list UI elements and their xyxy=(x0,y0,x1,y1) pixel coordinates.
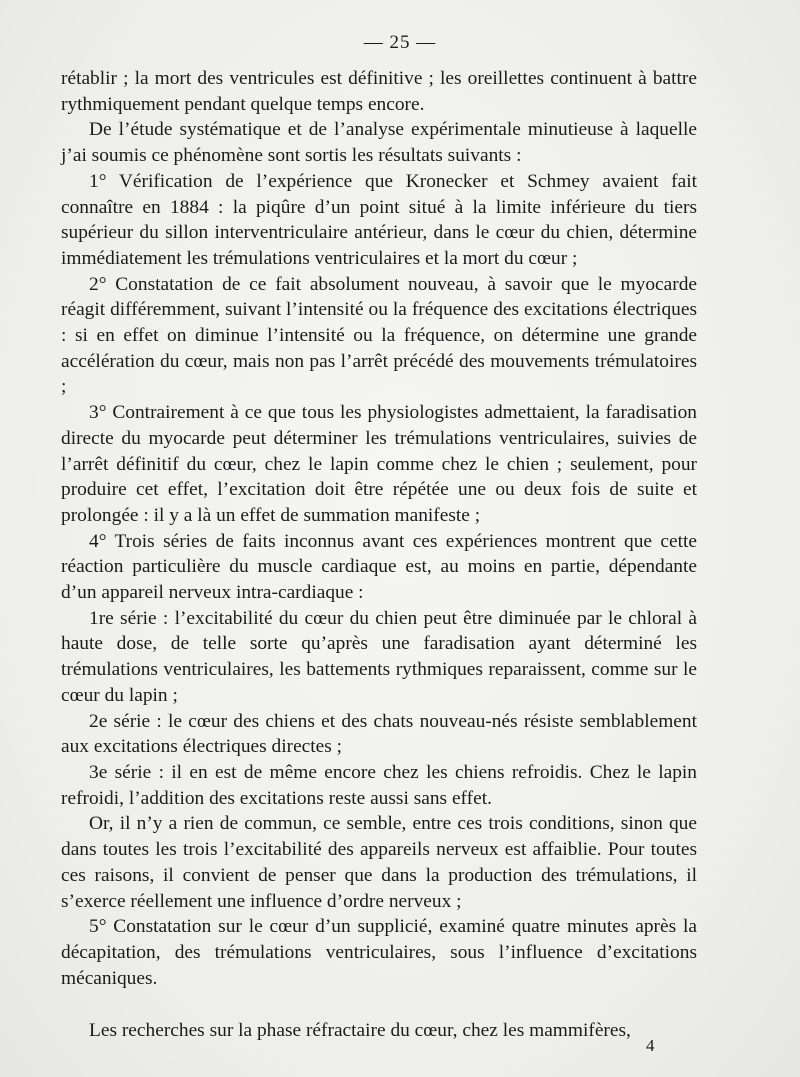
paragraph-series-2: 2e série : le cœur des chiens et des chats nouveau-nés résiste semblablement aux excitations électriques directes ; xyxy=(61,710,697,758)
paragraph-result-1: 1° Vérification de l’expérience que Kronecker et Schmey avaient fait connaître en 1884 : la piqûre d’un point situé à la limite inférieure du tiers supérieur du sillon interventriculaire antérieur, dans le cœur du chien, détermine immédiatement les trémulations ventriculaires et la mort du cœur ; xyxy=(61,170,697,269)
body-text xyxy=(61,66,697,1044)
paragraph-result-4: 4° Trois séries de faits inconnus avant ces expériences montrent que cette réaction particulière du muscle cardiaque est, au moins en partie, dépendante d’un appareil nerveux intra-cardiaque : xyxy=(61,530,697,604)
paragraph-next-section: Les recherches sur la phase réfractaire du cœur, chez les mammifères, xyxy=(89,1020,631,1042)
paragraph-series-1: 1re série : l’excitabilité du cœur du chien peut être diminuée par le chloral à haute dose, de telle sorte qu’après une faradisation ayant déterminé les trémulations ventriculaires, les battements rythmiques reparaissent, comme sur le cœur du lapin ; xyxy=(61,607,697,706)
signature-mark: 4 xyxy=(646,1036,655,1055)
paragraph-result-3: 3° Contrairement à ce que tous les physiologistes admettaient, la faradisation directe du myocarde peut déterminer les trémulations ventriculaires, suivies de l’arrêt définitif du cœur, chez le lapin comme chez le chien ; seulement, pour produire cet effet, l’excitation doit être répétée une ou deux fois de suite et prolongée : il y a là un effet de summation manifeste ; xyxy=(61,402,697,526)
paragraph-continuation: rétablir ; la mort des ventricules est définitive ; les oreillettes continuent à battre rythmiquement pendant quelque temps encore. xyxy=(61,68,697,115)
paragraph-series-3: 3e série : il en est de même encore chez les chiens refroidis. Chez le lapin refroidi, l’addition des excitations reste aussi sans effet. xyxy=(61,761,697,809)
page-number: — 25 — xyxy=(363,32,437,53)
paragraph-result-5: 5° Constatation sur le cœur d’un supplicié, examiné quatre minutes après la décapitation, des trémulations ventriculaires, sous l’influence d’excitations mécaniques. xyxy=(61,916,697,989)
paragraph-result-2: 2° Constatation de ce fait absolument nouveau, à savoir que le myocarde réagit différemment, suivant l’intensité ou la fréquence des excitations électriques : si en effet on diminue l’intensité ou la fréquence, on détermine une grande accélération du cœur, mais non pas l’arrêt précédé des mouvements trémulatoires ; xyxy=(61,273,697,398)
paragraph-conclusion: Or, il n’y a rien de commun, ce semble, entre ces trois conditions, sinon que dans toutes les trois l’excitabilité des appareils nerveux est affaiblie. Pour toutes ces raisons, il convient de penser que dans la production des trémulations, il s’exerce réellement une influence d’ordre nerveux ; xyxy=(61,813,697,912)
paragraph-intro: De l’étude systématique et de l’analyse expérimentale minutieuse à laquelle j’ai soumis ce phénomène sont sortis les résultats suivants : xyxy=(61,119,697,167)
